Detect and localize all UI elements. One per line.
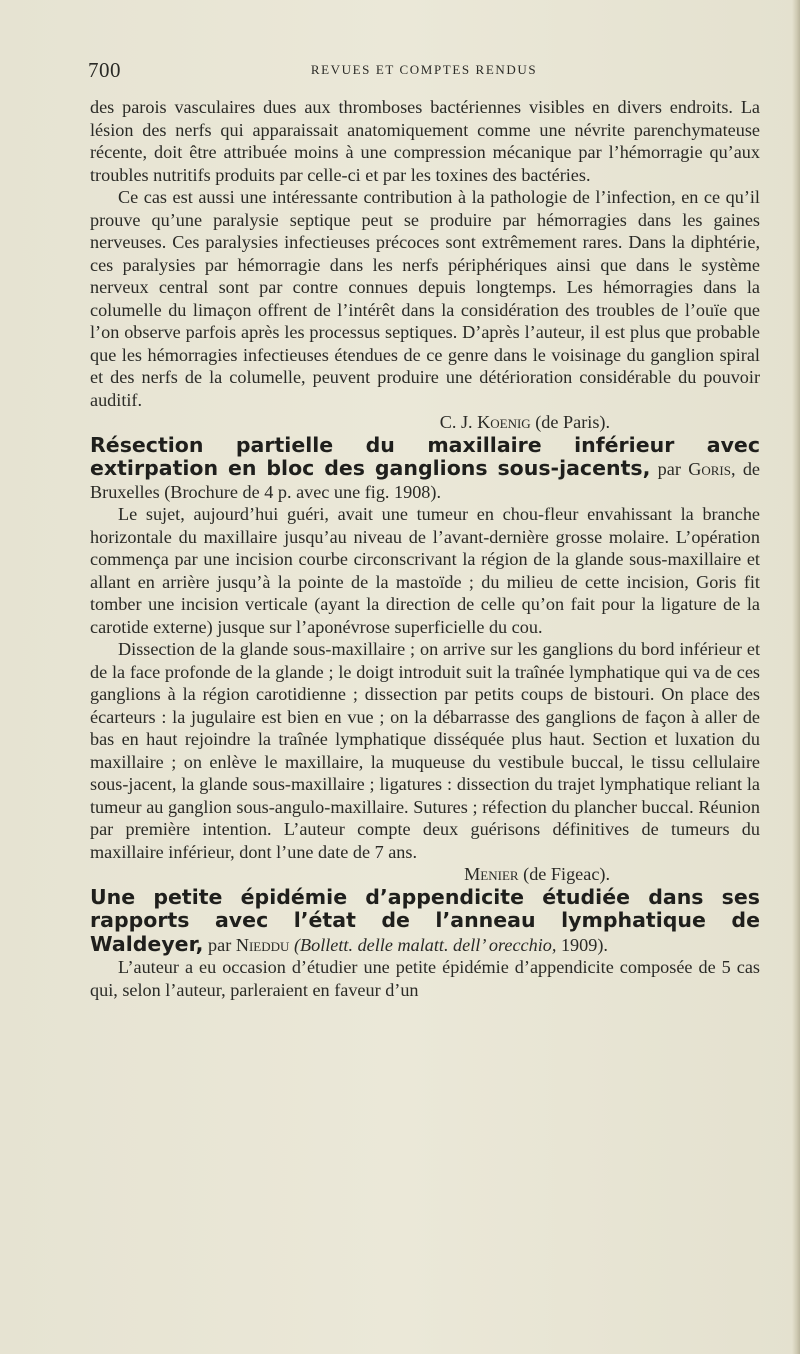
- article1-paragraph: Ce cas est aussi une intéressante contribution à la pathologie de l’infection, en ce qu’il prouve qu’une paralysie septique peut se produire par hémorragies dans les gaines nerveuses. Ces paralysies infectieuses précoces sont extrêmement rares. Dans la diphtérie, ces paralysies par hémorragie dans les nerfs périphériques ainsi que dans le système nerveux central sont par contre connues depuis longtemps. Les hémorragies dans la columelle du limaçon offrent de l’intérêt dans la considération des troubles de l’ouïe que l’on observe parfois après les processus septiques. D’après l’auteur, il est plus que probable que les hémorragies infectieuses étendues de ce genre dans le voisinage du ganglion spiral et des nerfs de la columelle, peuvent produire une détérioration considérable du pouvoir auditif.: [90, 187, 760, 410]
- article2-byline: , de Bruxelles (Brochure de 4 p. avec une fig. 1908).: [90, 459, 761, 502]
- article2-heading-block: [90, 434, 760, 504]
- article2-paragraph: Dissection de la glande sous-maxillaire ; on arrive sur les ganglions du bord inférieur et de la face profonde de la glande ; le doigt introduit suit la traînée lymphatique qui va de ces ganglions à la région carotidienne ; dissection par petits coups de bistouri. On place des écarteurs : la jugulaire est bien en vue ; on la débarrasse des ganglions de façon à aller de bas en haut rejoindre la traînée lymphatique disséquée plus haut. Section et luxation du maxillaire ; on enlève le maxillaire, la muqueuse du vestibule buccal, le tissu cellulaire sous-jacent, la glande sous-maxillaire ; ligatures : dissection du trajet lymphatique reliant la tumeur au ganglion sous-angulo-maxillaire. Sutures ; réfection du plancher buccal. Réunion par première intention. L’auteur compte deux guérisons définitives de tumeurs du maxillaire inférieur, dont l’une date de 7 ans.: [90, 639, 760, 862]
- signature-place: (de Figeac).: [518, 864, 610, 884]
- article3-author: Nieddu: [235, 934, 290, 955]
- signature-name: Koenig: [477, 412, 531, 432]
- running-head: REVUES ET COMPTES RENDUS: [310, 62, 538, 77]
- article3-heading-block: [90, 886, 760, 957]
- byline-prefix: par: [650, 459, 689, 479]
- signature-name: Menier: [464, 864, 519, 884]
- signature-initials: C. J.: [439, 412, 478, 432]
- article2-title: Résection partielle du maxillaire inférieur avec extirpation en bloc des ganglions sous-jacents,: [90, 432, 760, 480]
- article3-title: Une petite épidémie d’appendicite étudiée dans ses rapports avec l’état de l’anneau lymphatique de Waldeyer,: [90, 884, 760, 956]
- page-edge-shadow: [792, 0, 800, 1354]
- page-header: [88, 58, 760, 88]
- article2-signature: [90, 863, 760, 886]
- page-body: [90, 96, 760, 1001]
- article2-author: Goris: [688, 459, 731, 479]
- article3-byline: 1909).: [556, 934, 608, 955]
- byline-prefix: par: [203, 934, 236, 955]
- signature-place: (de Paris).: [530, 412, 610, 432]
- article3-journal: (Bollett. delle malatt. dell’ orecchio,: [289, 934, 557, 955]
- article1-signature: [90, 411, 760, 434]
- article3-paragraph: L’auteur a eu occasion d’étudier une petite épidémie d’appendicite composée de 5 cas qui, selon l’auteur, parleraient en faveur d’un: [90, 957, 760, 1000]
- article1-paragraph: des parois vasculaires dues aux thromboses bactériennes visibles en divers endroits. La lésion des nerfs qui apparaissait anatomiquement comme une névrite parenchymateuse récente, doit être attribuée moins à une compression mécanique par l’hémorragie qu’aux troubles nutritifs produits par celle-ci et par les toxines des bactéries.: [90, 97, 760, 185]
- article2-paragraph: Le sujet, aujourd’hui guéri, avait une tumeur en chou-fleur envahissant la branche horizontale du maxillaire jusqu’au niveau de l’avant-dernière grosse molaire. L’opération commença par une incision courbe circonscrivant la région de la glande sous-maxillaire et allant en arrière jusqu’à la pointe de la mastoïde ; du milieu de cette incision, Goris fit tomber une incision verticale (ayant la direction de celle qu’on fait pour la ligature de la carotide externe) jusque sur l’aponévrose superficielle du cou.: [90, 504, 760, 637]
- page-number: 700: [88, 58, 121, 82]
